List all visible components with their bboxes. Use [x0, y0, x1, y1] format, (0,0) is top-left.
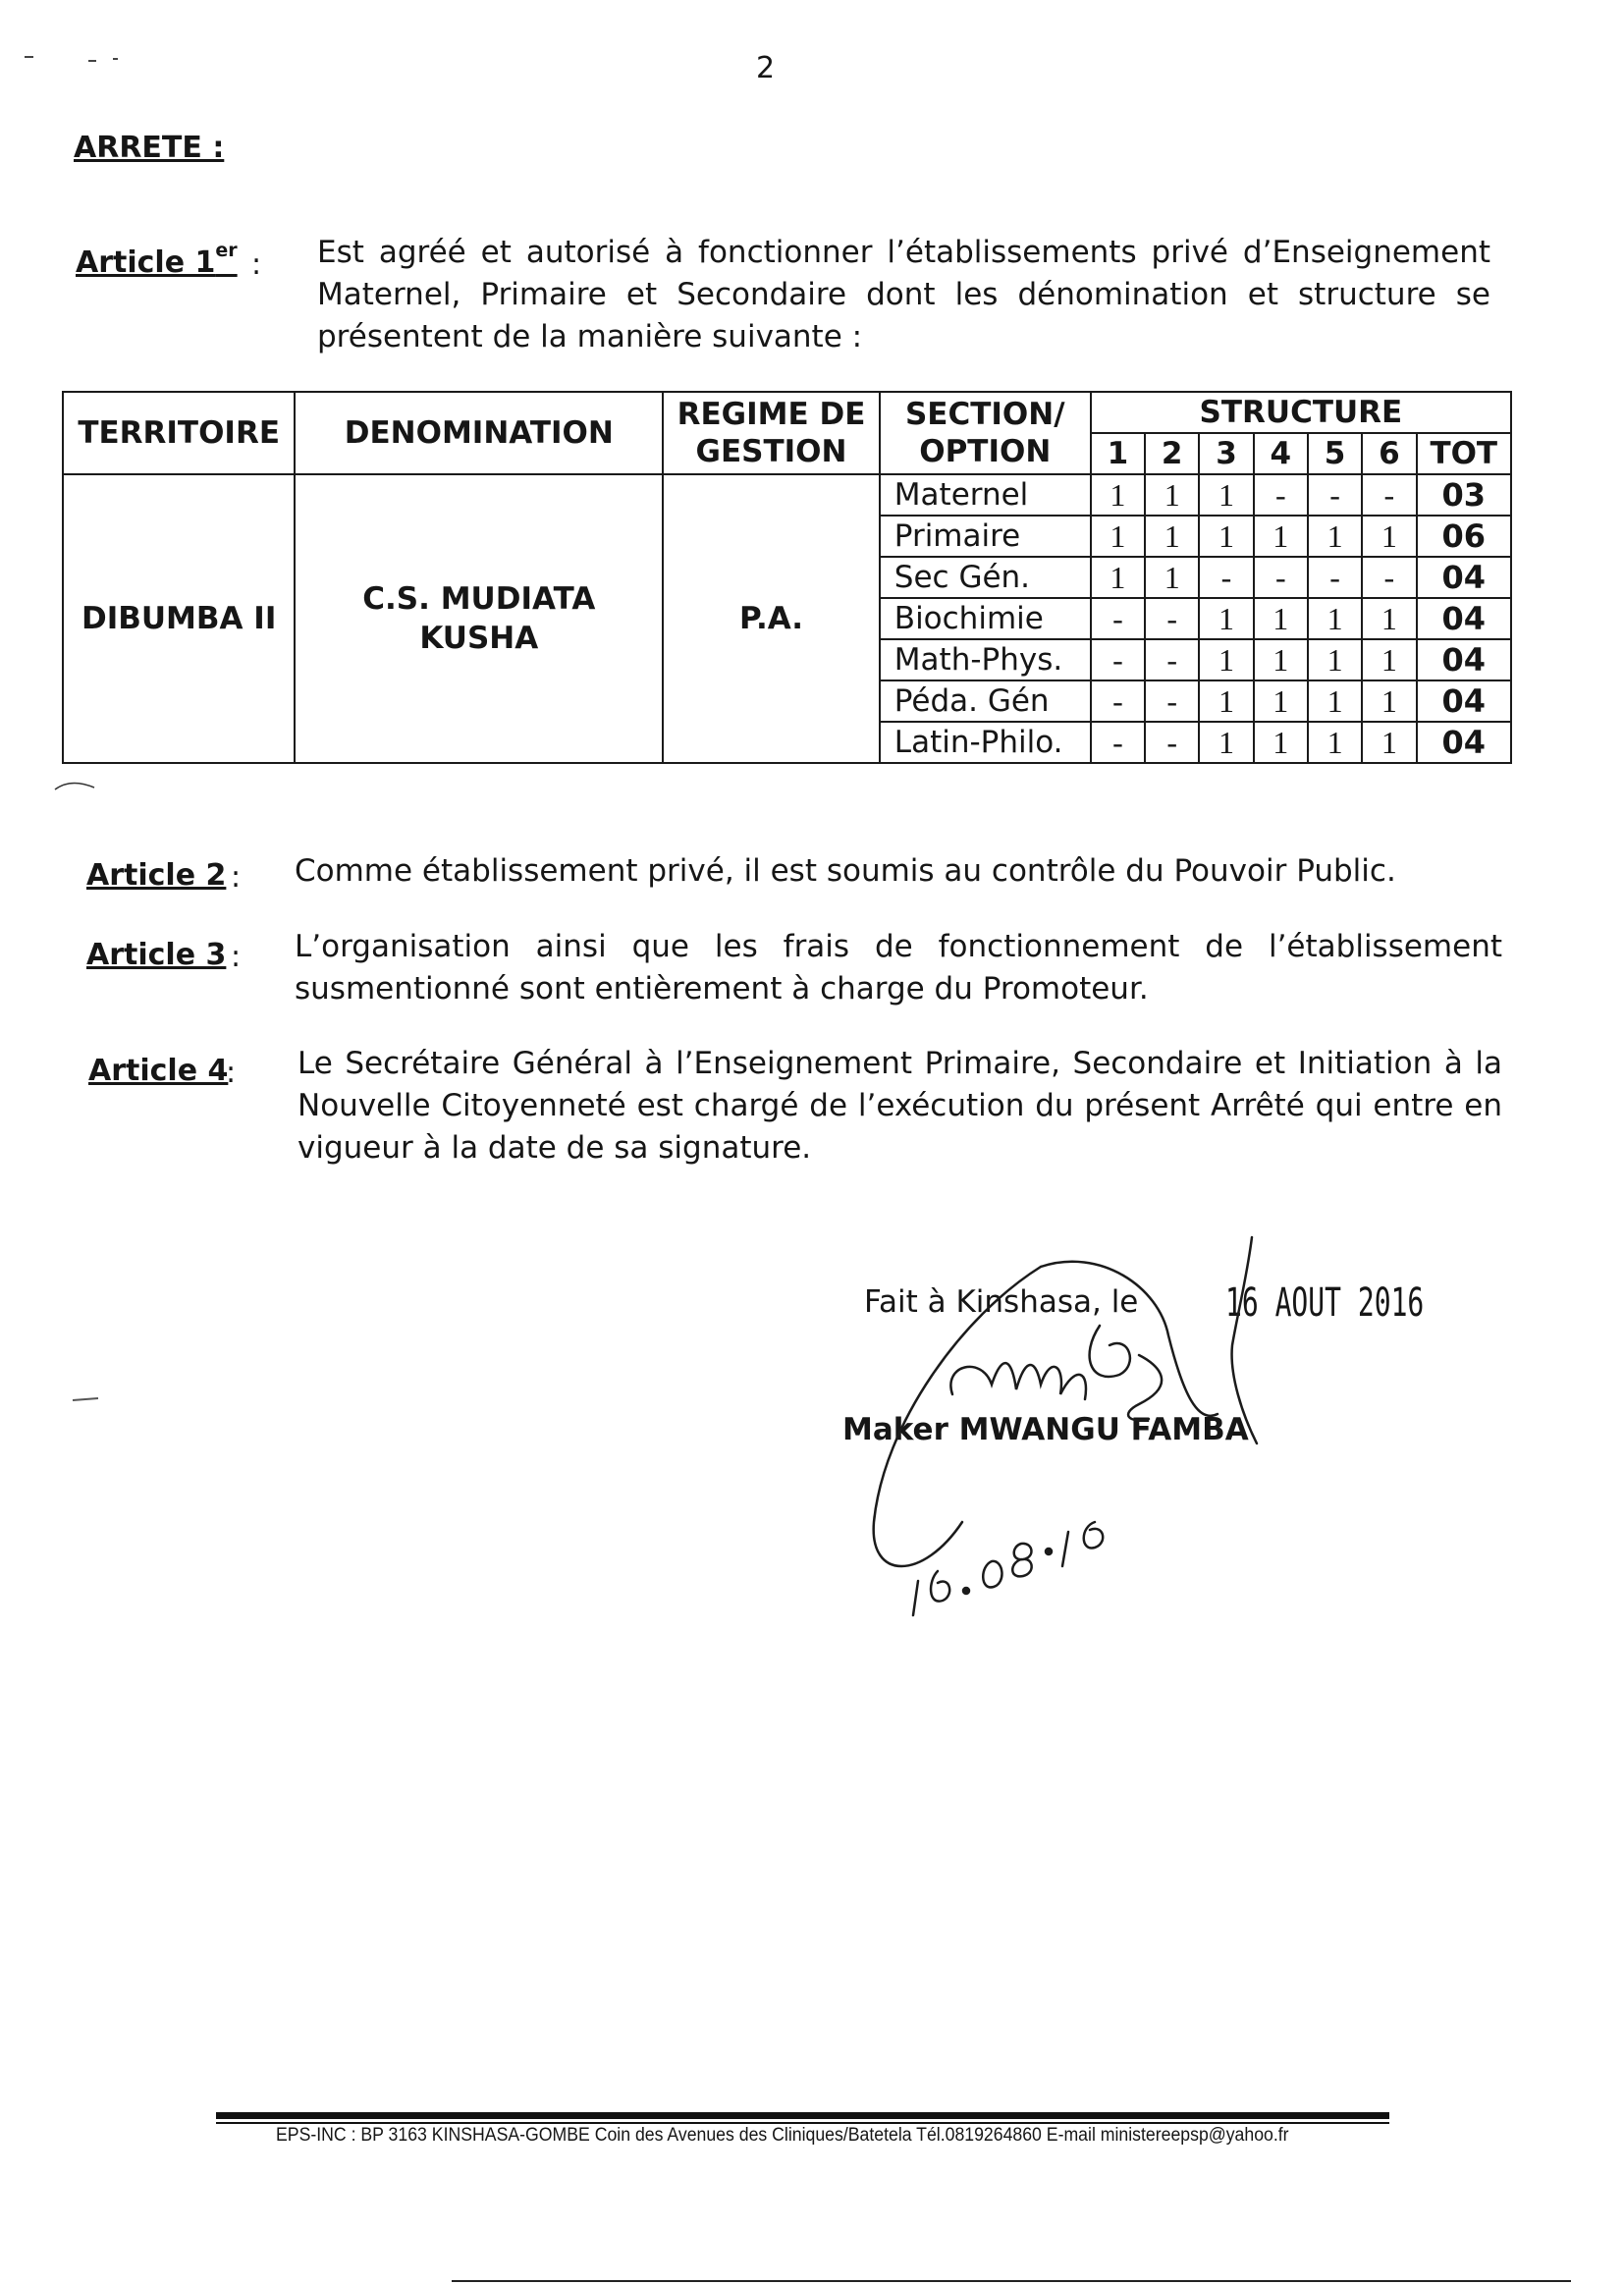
article-1-text: Est agréé et autorisé à fonctionner l’établissements privé d’Enseignement Maternel, Primaire et Secondaire dont les dénomination et structure se présentent de la manière suivante : — [317, 235, 1490, 354]
cell-value: 1 — [1362, 639, 1416, 680]
cell-value: 1 — [1254, 516, 1308, 557]
article-2-colon: : — [231, 860, 242, 895]
footer-address: EPS-INC : BP 3163 KINSHASA-GOMBE Coin des Avenues des Cliniques/Batetela Tél.0819264860 E-mail ministereepsp@yahoo.fr — [276, 2125, 1289, 2146]
cell-territoire: DIBUMBA II — [63, 474, 295, 763]
cell-total: 06 — [1417, 516, 1511, 557]
cell-value: - — [1145, 722, 1199, 763]
header-col-2: 2 — [1145, 433, 1199, 474]
scan-mark-icon — [51, 776, 100, 795]
cell-section: Latin-Philo. — [880, 722, 1091, 763]
cell-value: 1 — [1199, 639, 1253, 680]
handwritten-date-stamp: 16 AOUT 2016 — [1225, 1280, 1425, 1326]
structure-table — [62, 391, 1512, 764]
cell-section: Maternel — [880, 474, 1091, 516]
cell-section: Péda. Gén — [880, 680, 1091, 722]
cell-value: 1 — [1308, 598, 1362, 639]
cell-value: - — [1254, 557, 1308, 598]
cell-value: - — [1091, 598, 1145, 639]
article-2-label: Article 2 — [86, 858, 227, 893]
header-col-1: 1 — [1091, 433, 1145, 474]
cell-value: - — [1091, 639, 1145, 680]
cell-regime: P.A. — [663, 474, 880, 763]
article-4-text: Le Secrétaire Général à l’Enseignement Primaire, Secondaire et Initiation à la Nouvelle Citoyenneté est chargé de l’exécution du présent Arrêté qui entre en vigueur à la date de sa signature. — [298, 1046, 1502, 1166]
cell-total: 03 — [1417, 474, 1511, 516]
cell-value: - — [1091, 680, 1145, 722]
article-1-label-text: Article 1 — [76, 245, 216, 280]
article-3-colon: : — [231, 940, 242, 974]
article-3-label: Article 3 — [86, 938, 227, 972]
signer-name: Maker MWANGU FAMBA — [842, 1412, 1249, 1447]
cell-value: 1 — [1362, 516, 1416, 557]
cell-total: 04 — [1417, 722, 1511, 763]
header-denomination: DENOMINATION — [295, 392, 663, 474]
cell-denomination: C.S. MUDIATA KUSHA — [295, 474, 663, 763]
cell-value: 1 — [1362, 722, 1416, 763]
cell-value: 1 — [1091, 474, 1145, 516]
article-1-label — [76, 240, 238, 280]
header-col-5: 5 — [1308, 433, 1362, 474]
place-date-label: Fait à Kinshasa, le — [864, 1284, 1139, 1320]
scan-mark-icon — [69, 1392, 108, 1406]
cell-total: 04 — [1417, 639, 1511, 680]
cell-section: Sec Gén. — [880, 557, 1091, 598]
cell-value: 1 — [1254, 598, 1308, 639]
article-4-colon: : — [226, 1056, 237, 1090]
cell-value: 1 — [1145, 557, 1199, 598]
cell-value: 1 — [1199, 598, 1253, 639]
cell-value: 1 — [1362, 680, 1416, 722]
cell-value: 1 — [1091, 557, 1145, 598]
handwritten-signature-icon — [844, 1227, 1394, 1620]
scan-mark-icon — [20, 49, 137, 69]
cell-value: 1 — [1308, 516, 1362, 557]
cell-total: 04 — [1417, 557, 1511, 598]
cell-value: 1 — [1308, 680, 1362, 722]
header-col-tot: TOT — [1417, 433, 1511, 474]
cell-section: Primaire — [880, 516, 1091, 557]
article-1-colon: : — [251, 247, 262, 282]
cell-value: 1 — [1145, 474, 1199, 516]
cell-value: 1 — [1362, 598, 1416, 639]
page-number: 2 — [756, 51, 776, 85]
page-edge-line — [452, 2280, 1571, 2282]
cell-value: - — [1091, 722, 1145, 763]
cell-total: 04 — [1417, 598, 1511, 639]
cell-value: 1 — [1254, 639, 1308, 680]
cell-value: - — [1145, 680, 1199, 722]
header-col-6: 6 — [1362, 433, 1416, 474]
table-row — [63, 474, 1511, 516]
header-territoire: TERRITOIRE — [63, 392, 295, 474]
header-regime: REGIME DE GESTION — [663, 392, 880, 474]
cell-value: 1 — [1199, 474, 1253, 516]
article-1-label-superscript: er — [215, 240, 238, 261]
cell-value: 1 — [1199, 516, 1253, 557]
cell-value: 1 — [1145, 516, 1199, 557]
cell-value: 1 — [1199, 680, 1253, 722]
cell-value: 1 — [1254, 722, 1308, 763]
arrete-heading: ARRETE : — [74, 131, 225, 165]
footer-rule — [216, 2112, 1389, 2119]
article-2-text: Comme établissement privé, il est soumis au contrôle du Pouvoir Public. — [295, 853, 1396, 889]
cell-value: - — [1145, 639, 1199, 680]
cell-value: 1 — [1308, 639, 1362, 680]
footer-rule-thin — [216, 2122, 1389, 2124]
cell-value: - — [1254, 474, 1308, 516]
header-section-option: SECTION/ OPTION — [880, 392, 1091, 474]
article-3-text: L’organisation ainsi que les frais de fonctionnement de l’établissement susmentionné sont entièrement à charge du Promoteur. — [295, 929, 1502, 1006]
header-structure: STRUCTURE — [1091, 392, 1511, 433]
cell-value: - — [1145, 598, 1199, 639]
cell-section: Math-Phys. — [880, 639, 1091, 680]
cell-value: 1 — [1091, 516, 1145, 557]
cell-value: 1 — [1308, 722, 1362, 763]
cell-value: - — [1362, 557, 1416, 598]
header-col-3: 3 — [1199, 433, 1253, 474]
cell-value: - — [1308, 474, 1362, 516]
cell-value: - — [1199, 557, 1253, 598]
cell-value: 1 — [1199, 722, 1253, 763]
article-4-label: Article 4 — [88, 1054, 229, 1088]
cell-value: - — [1362, 474, 1416, 516]
cell-total: 04 — [1417, 680, 1511, 722]
cell-section: Biochimie — [880, 598, 1091, 639]
cell-value: - — [1308, 557, 1362, 598]
header-col-4: 4 — [1254, 433, 1308, 474]
cell-value: 1 — [1254, 680, 1308, 722]
